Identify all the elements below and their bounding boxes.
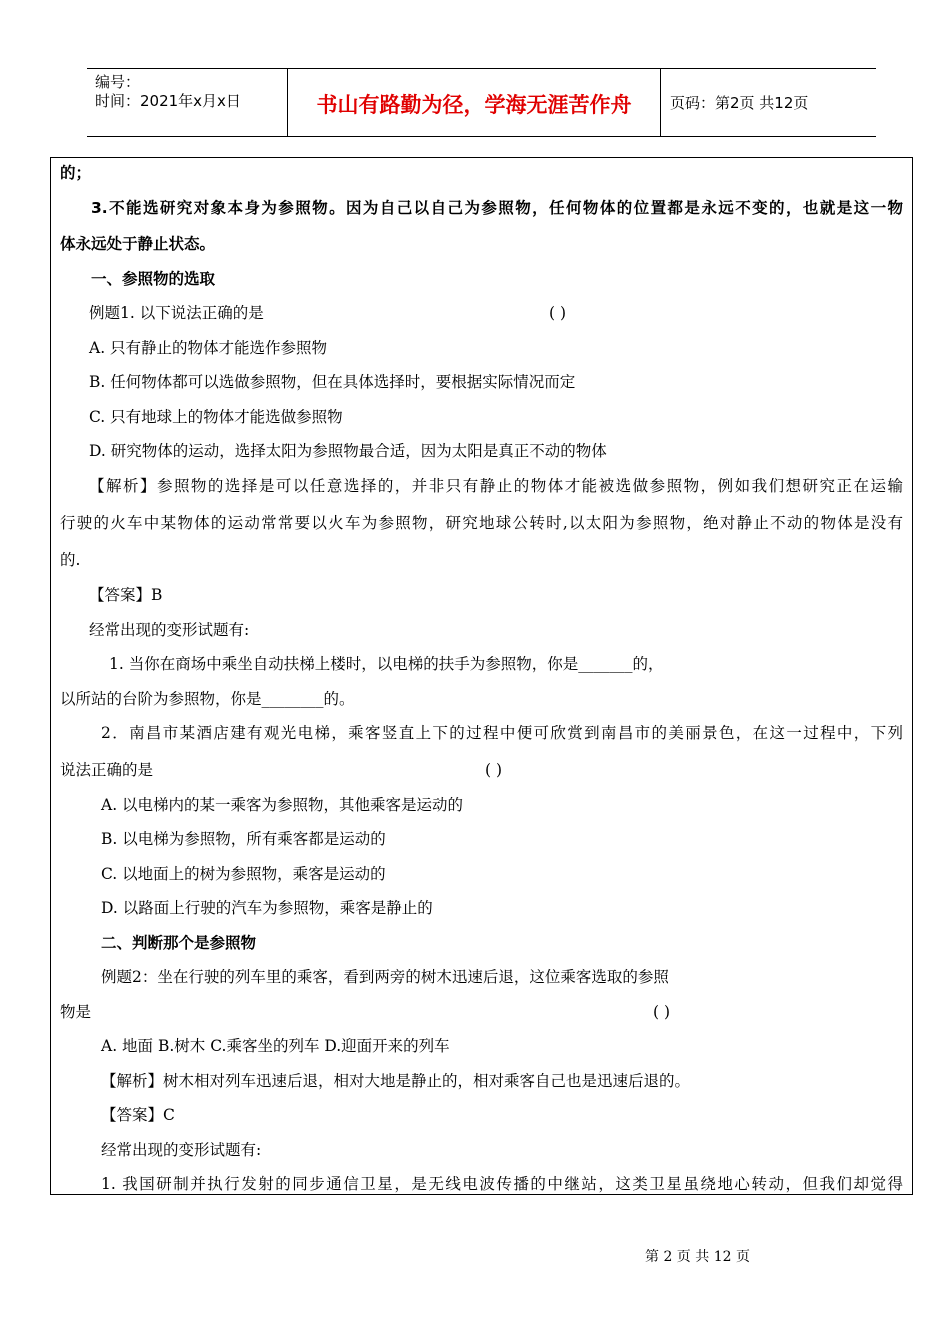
answer-parenthesis: ( ) xyxy=(485,761,503,779)
header-page-label: 页码：第2页 共12页 xyxy=(670,94,809,112)
variant-question-1: 以所站的台阶为参照物，你是________的。 xyxy=(60,690,355,708)
variant-question-1: 1. 当你在商场中乘坐自动扶梯上楼时，以电梯的扶手为参照物，你是_______的， xyxy=(109,655,664,673)
example-1-option-d: D. 研究物体的运动，选择太阳为参照物最合适，因为太阳是真正不动的物体 xyxy=(89,442,607,460)
text-line: 的； xyxy=(60,164,92,182)
variant-2-option-c: C. 以地面上的树为参照物，乘客是运动的 xyxy=(101,865,386,883)
header-top-rule xyxy=(87,68,876,69)
variant-question-3: 1. 我国研制并执行发射的同步通信卫星，是无线电波传播的中继站，这类卫星虽绕地心转动，但我们却觉得 xyxy=(101,1175,903,1193)
header-number-label: 编号： xyxy=(95,73,141,91)
answer-parenthesis: ( ) xyxy=(653,1003,671,1021)
content-frame xyxy=(50,157,913,1195)
example-1-option-a: A. 只有静止的物体才能选作参照物 xyxy=(89,339,328,357)
variant-intro: 经常出现的变形试题有: xyxy=(101,1141,262,1159)
example-1-analysis: 行驶的火车中某物体的运动常常要以火车为参照物，研究地球公转时,以太阳为参照物，绝对静止不动的物体是没有 xyxy=(60,514,903,532)
example-1-option-b: B. 任何物体都可以选做参照物，但在具体选择时，要根据实际情况而定 xyxy=(89,373,576,391)
text-line: 体永远处于静止状态。 xyxy=(60,235,216,253)
example-1-analysis: 【解析】参照物的选择是可以任意选择的，并非只有静止的物体才能被选做参照物，例如我们想研究正在运输 xyxy=(89,477,903,495)
header-time-label: 时间：2021年x月x日 xyxy=(95,92,241,110)
variant-intro: 经常出现的变形试题有: xyxy=(89,621,250,639)
example-2-options: A. 地面 B.树木 C.乘客坐的列车 D.迎面开来的列车 xyxy=(101,1037,450,1055)
example-1-option-c: C. 只有地球上的物体才能选做参照物 xyxy=(89,408,343,426)
variant-question-2: 2．南昌市某酒店建有观光电梯，乘客竖直上下的过程中便可欣赏到南昌市的美丽景色，在这一过程中，下列 xyxy=(101,724,903,742)
example-1-stem: 例题1. 以下说法正确的是 xyxy=(89,304,264,322)
header-motto: 书山有路勤为径，学海无涯苦作舟 xyxy=(316,93,632,117)
example-1-analysis: 的. xyxy=(60,551,81,569)
header-bottom-rule xyxy=(87,136,876,137)
example-1-answer: 【答案】B xyxy=(89,586,163,604)
section-heading-2: 二、判断那个是参照物 xyxy=(101,934,257,952)
section-heading-1: 一、参照物的选取 xyxy=(91,270,216,288)
example-2-analysis: 【解析】树木相对列车迅速后退，相对大地是静止的，相对乘客自己也是迅速后退的。 xyxy=(101,1072,691,1090)
variant-2-option-b: B. 以电梯为参照物，所有乘客都是运动的 xyxy=(101,830,386,848)
example-2-stem: 物是 xyxy=(60,1003,92,1021)
header-divider-right xyxy=(660,68,661,136)
variant-2-option-a: A. 以电梯内的某一乘客为参照物，其他乘客是运动的 xyxy=(101,796,464,814)
variant-question-2: 说法正确的是 xyxy=(60,761,154,779)
page-footer: 第 2 页 共 12 页 xyxy=(645,1249,750,1265)
example-2-stem: 例题2：坐在行驶的列车里的乘客，看到两旁的树木迅速后退，这位乘客选取的参照 xyxy=(101,968,669,986)
answer-parenthesis: ( ) xyxy=(549,304,567,322)
text-line: 3.不能选研究对象本身为参照物。因为自己以自己为参照物，任何物体的位置都是永远不变的，也就是这一物 xyxy=(91,199,903,217)
variant-2-option-d: D. 以路面上行驶的汽车为参照物，乘客是静止的 xyxy=(101,899,433,917)
example-2-answer: 【答案】C xyxy=(101,1106,175,1124)
